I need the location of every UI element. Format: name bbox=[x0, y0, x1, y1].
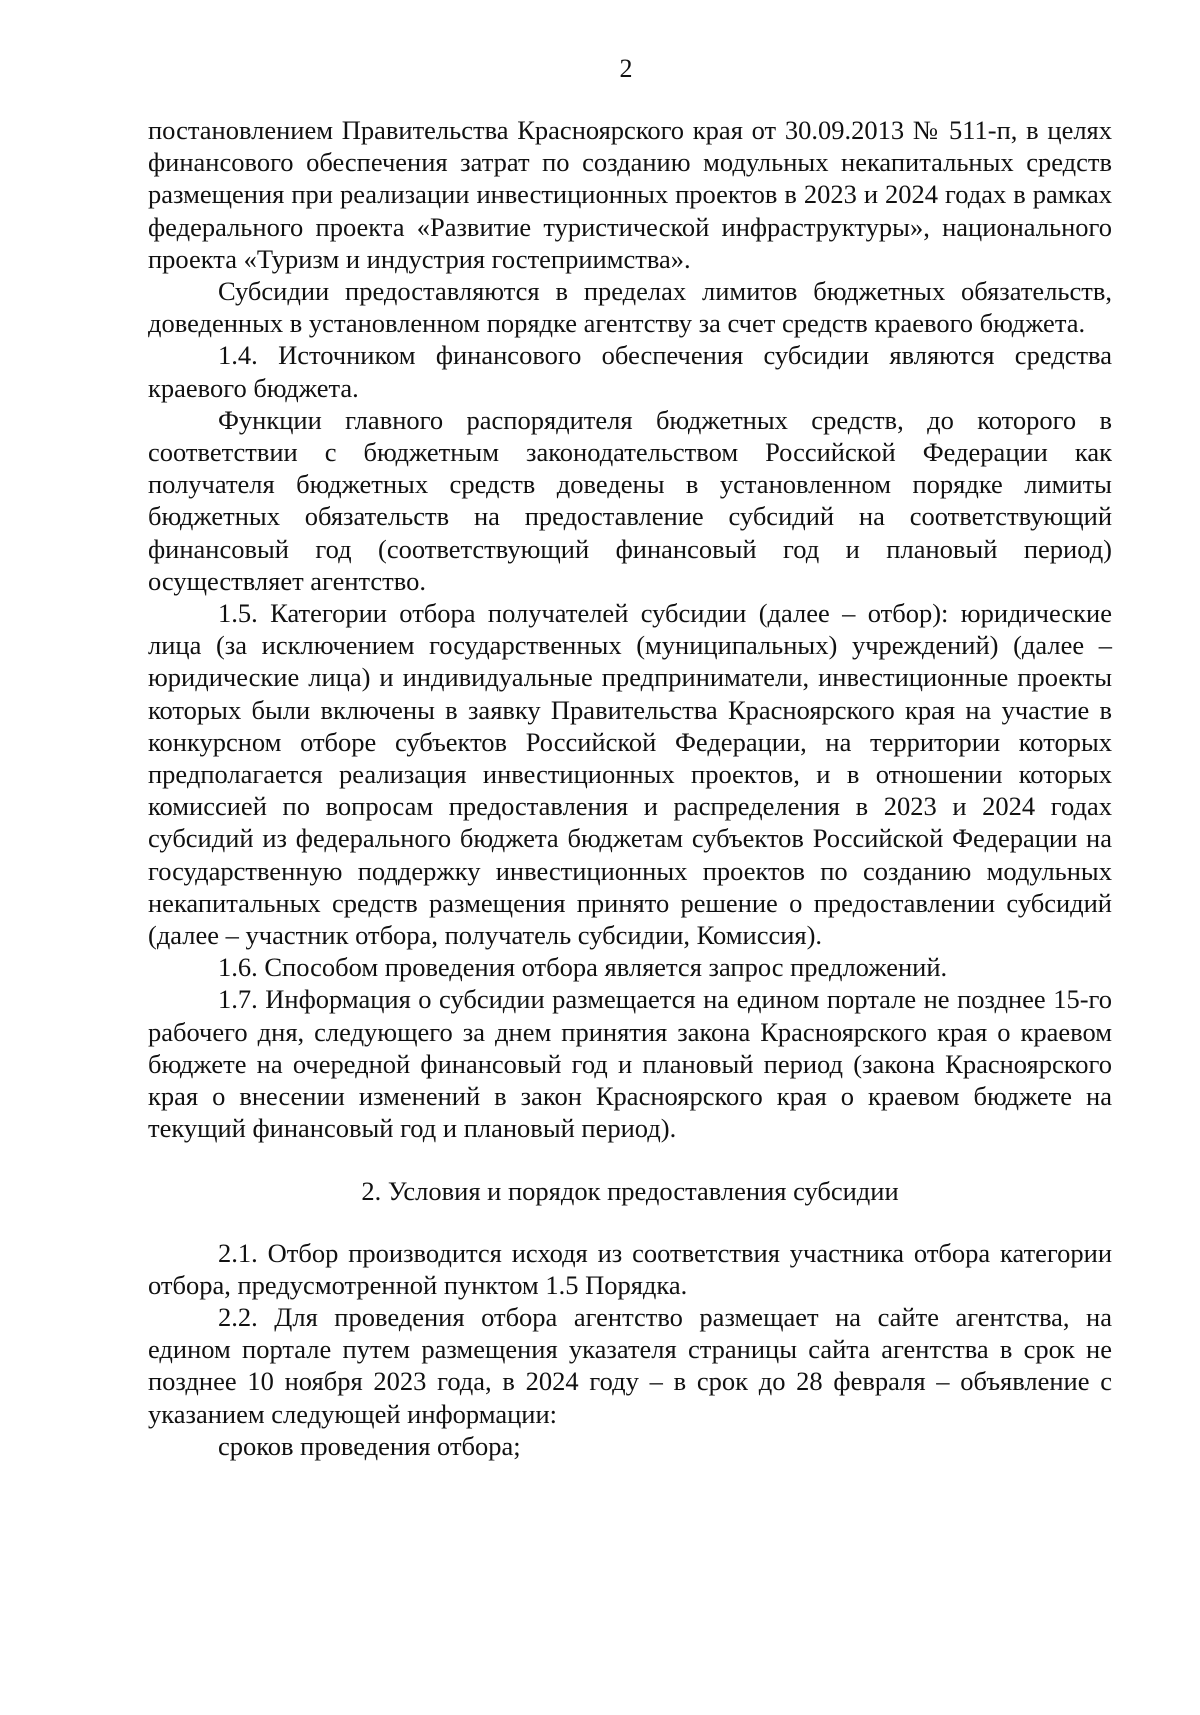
paragraph-chief-administrator: Функции главного распорядителя бюджетных средств, до которого в соответствии с бюджетным законодательством Российской Федерации как получателя бюджетных средств доведены в установленном порядке лимиты бюджетных обязательств на предоставление субсидий на соответствующий финансовый год (соответствующий финансовый год и плановый период) осуществляет агентство. bbox=[148, 404, 1112, 596]
paragraph-intro-continuation: постановлением Правительства Красноярского края от 30.09.2013 № 511-п, в целях финансового обеспечения затрат по созданию модульных некапитальных средств размещения при реализации инвестиционных проектов в 2023 и 2024 годах в рамках федерального проекта «Развитие туристической инфраструктуры», национального проекта «Туризм и индустрия гостеприимства». bbox=[148, 115, 1112, 274]
section-2-heading: 2. Условия и порядок предоставления субсидии bbox=[361, 1175, 899, 1206]
paragraph-1-4: 1.4. Источником финансового обеспечения субсидии являются средства краевого бюджета. bbox=[148, 340, 1112, 403]
paragraph-2-2: 2.2. Для проведения отбора агентство размещает на сайте агентства, на едином портале путем размещения указателя страницы сайта агентства в срок не позднее 10 ноября 2023 года, в 2024 году – в срок до 28 февраля – объявление с указанием следующей информации: bbox=[148, 1301, 1112, 1429]
document-body bbox=[148, 114, 1112, 1462]
paragraph-1-5: 1.5. Категории отбора получателей субсидии (далее – отбор): юридические лица (за исключением государственных (муниципальных) учреждений) (далее – юридические лица) и индивидуальные предприниматели, инвестиционные проекты которых были включены в заявку Правительства Красноярского края на участие в конкурсном отборе субъектов Российской Федерации, на территории которых предполагается реализация инвестиционных проектов, и в отношении которых комиссией по вопросам предоставления и распределения в 2023 и 2024 годах субсидий из федерального бюджета бюджетам субъектов Российской Федерации на государственную поддержку инвестиционных проектов по созданию модульных некапитальных средств размещения принято решение о предоставлении субсидий (далее – участник отбора, получатель субсидии, Комиссия). bbox=[148, 598, 1112, 951]
list-item-selection-dates: сроков проведения отбора; bbox=[218, 1430, 521, 1461]
paragraph-1-7: 1.7. Информация о субсидии размещается на едином портале не позднее 15-го рабочего дня, следующего за днем принятия закона Красноярского края о краевом бюджете на очередной финансовый год и плановый период (закона Красноярского края о внесении изменений в закон Красноярского края о краевом бюджете на текущий финансовый год и плановый период). bbox=[148, 984, 1112, 1144]
paragraph-subsidy-limits: Субсидии предоставляются в пределах лимитов бюджетных обязательств, доведенных в установленном порядке агентству за счет средств краевого бюджета. bbox=[148, 276, 1112, 339]
paragraph-1-6: 1.6. Способом проведения отбора является запрос предложений. bbox=[218, 952, 948, 983]
page-number: 2 bbox=[619, 54, 633, 83]
paragraph-2-1: 2.1. Отбор производится исходя из соответствия участника отбора категории отбора, предусмотренной пунктом 1.5 Порядка. bbox=[148, 1237, 1112, 1300]
